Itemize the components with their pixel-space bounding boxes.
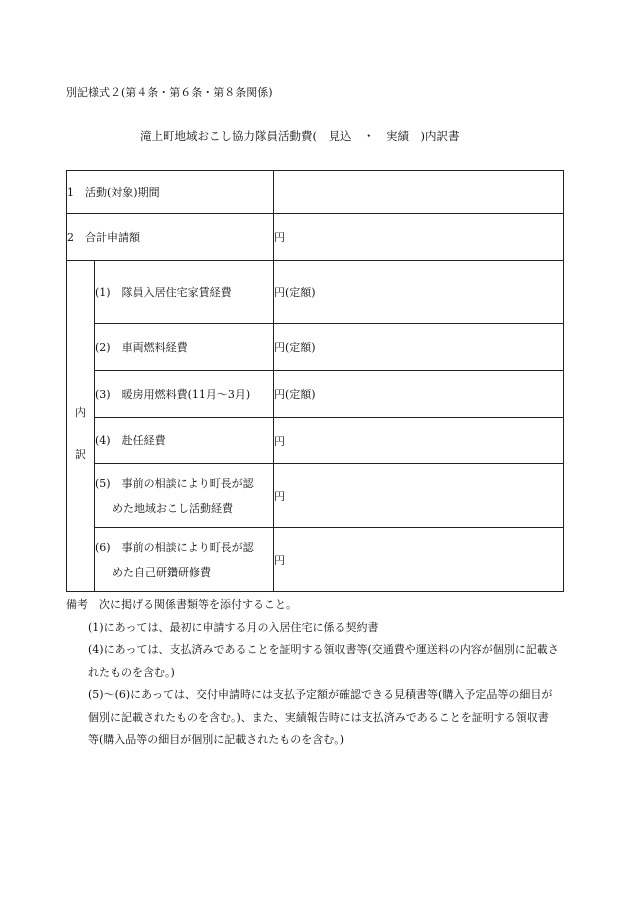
side-char-1: 内 [75, 406, 86, 419]
item-row [67, 418, 564, 464]
item-row [67, 261, 564, 324]
item-amount-6[interactable]: 円 [274, 528, 564, 592]
item-row [67, 371, 564, 418]
document-title: 滝上町地域おこし協力隊員活動費( 見込 ・ 実績 )内訳書 [140, 129, 460, 143]
total-row [67, 214, 564, 261]
remarks-item-1: (1)にあっては、最初に申請する月の入居住宅に係る契約書 [88, 620, 379, 634]
period-row [67, 171, 564, 214]
item-amount-2[interactable]: 円(定額) [274, 324, 564, 371]
item-amount-1[interactable]: 円(定額) [274, 261, 564, 324]
item-label-4: (4) 赴任経費 [95, 418, 274, 464]
period-value-cell[interactable] [274, 171, 564, 214]
item-label-5: (5) 事前の相談により町長が認 めた地域おこし活動経費 [95, 464, 274, 528]
item-row [67, 324, 564, 371]
item-amount-3[interactable]: 円(定額) [274, 371, 564, 418]
total-amount-cell[interactable]: 円 [274, 214, 564, 261]
form-number-heading: 別記様式２(第４条・第６条・第８条関係) [66, 86, 273, 99]
remarks-item-2: (4)にあっては、支払済みであることを証明する領収書等(交通費や運送料の内容が個別に記載さ れたものを含む。) [88, 643, 559, 679]
item-amount-4[interactable]: 円 [274, 418, 564, 464]
item-label-3: (3) 暖房用燃料費(11月～3月) [95, 371, 274, 418]
remarks-section [66, 594, 566, 752]
breakdown-side-label [67, 261, 95, 592]
period-label: 1 活動(対象)期間 [67, 171, 274, 214]
total-label: 2 合計申請額 [67, 214, 274, 261]
breakdown-table [66, 170, 564, 592]
item-row [67, 528, 564, 592]
item-label-2: (2) 車両燃料経費 [95, 324, 274, 371]
item-label-1: (1) 隊員入居住宅家賃経費 [95, 261, 274, 324]
item-amount-5[interactable]: 円 [274, 464, 564, 528]
side-char-2: 訳 [75, 448, 86, 461]
remarks-item-3: (5)～(6)にあっては、交付申請時には支払予定額が確認できる見積書等(購入予定品等の細目が 個別に記載されたものを含む。)、また、実績報告時には支払済みであることを証明する領収書 等(購入品等の細目が個別に記載されたものを含む。) [88, 688, 553, 746]
item-label-6: (6) 事前の相談により町長が認 めた自己研鑽研修費 [95, 528, 274, 592]
remarks-heading: 備考 次に掲げる関係書類等を添付すること。 [66, 598, 297, 611]
item-row [67, 464, 564, 528]
